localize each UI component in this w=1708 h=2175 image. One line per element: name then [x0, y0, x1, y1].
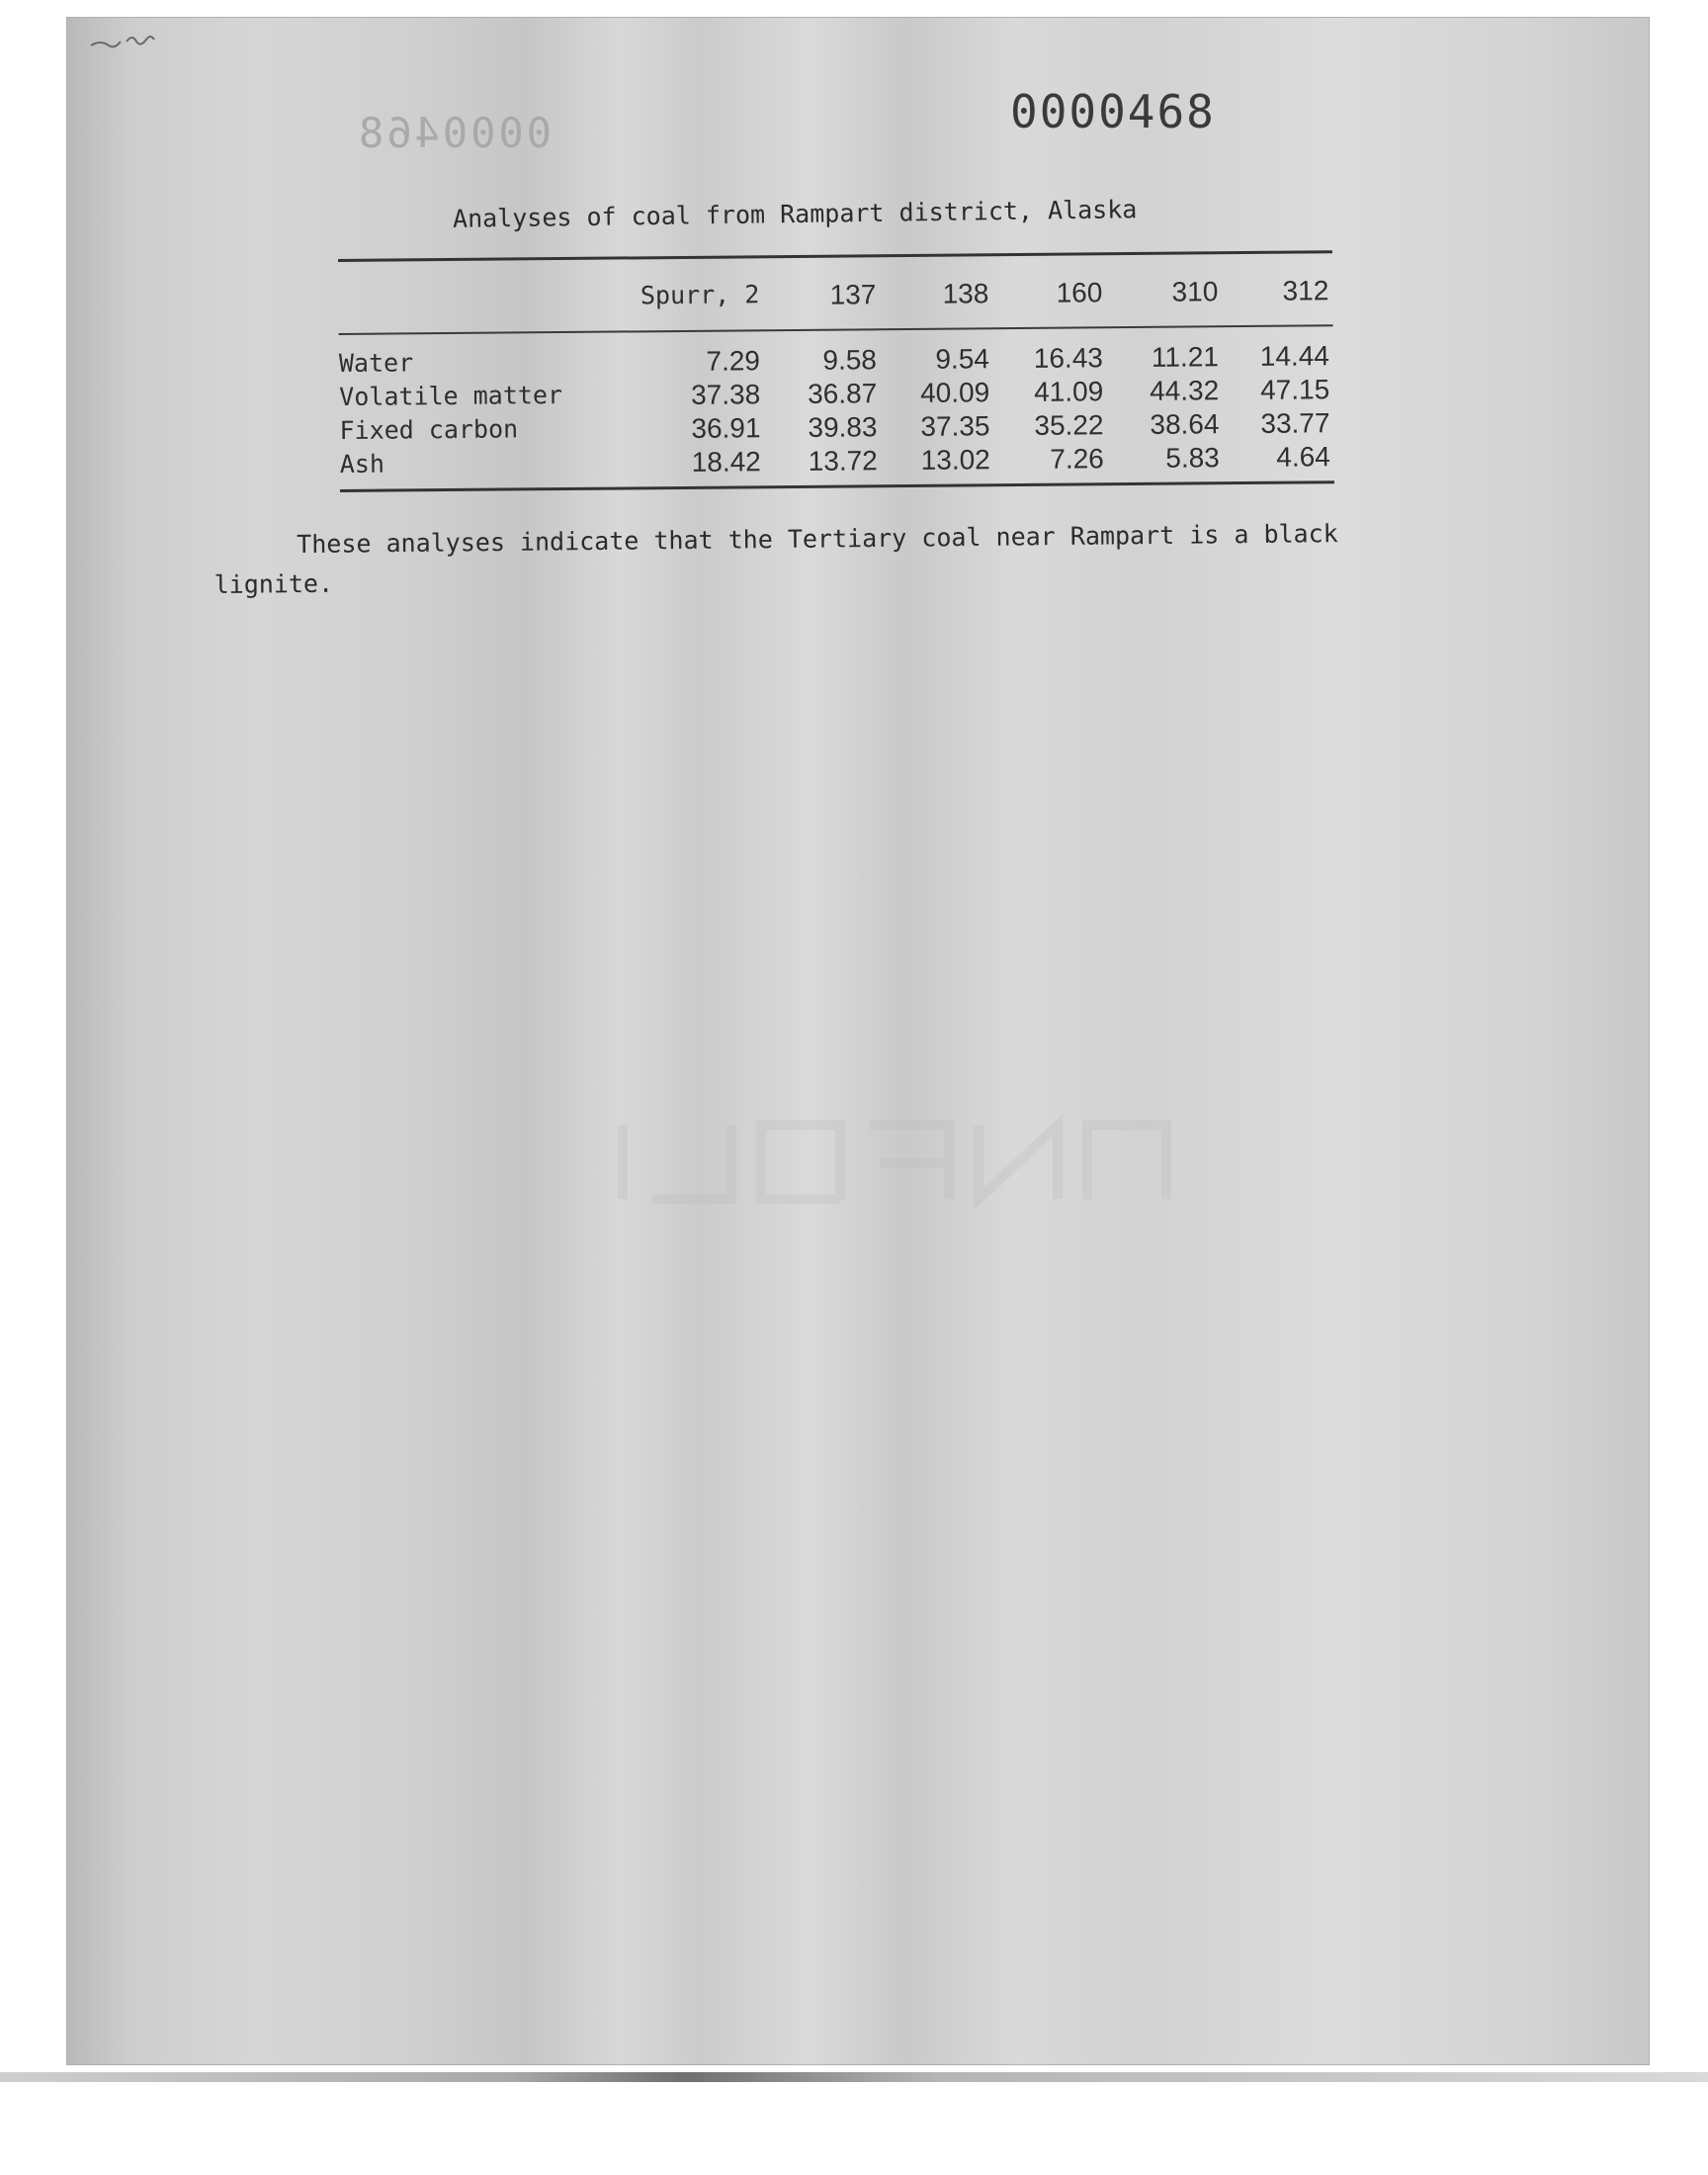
table-cell: 5.83 — [1165, 442, 1220, 474]
row-label: Volatile matter — [339, 381, 563, 411]
coal-analysis-table — [338, 250, 1334, 492]
table-cell: 13.02 — [920, 444, 990, 476]
table-cell: 41.09 — [1033, 376, 1104, 407]
bleedthrough-stamp-mark — [563, 1105, 1176, 1214]
document-title: Analyses of coal from Rampart district, Alaska — [452, 195, 1138, 233]
stamp-number-bleedthrough: 0000468 — [356, 109, 553, 157]
table-cell: 44.32 — [1149, 375, 1220, 406]
column-header: 137 — [829, 279, 877, 310]
table-cell: 9.58 — [822, 344, 878, 376]
table-cell: 33.77 — [1260, 407, 1330, 439]
body-paragraph — [214, 513, 1460, 605]
table-header-row — [338, 253, 1333, 333]
table-cell: 36.91 — [691, 412, 761, 444]
row-label: Ash — [339, 449, 385, 478]
table-body — [339, 326, 1334, 489]
table-cell: 35.22 — [1034, 409, 1104, 441]
table-cell: 37.38 — [690, 379, 761, 410]
table-cell: 14.44 — [1259, 340, 1330, 372]
column-header: Spurr, 2 — [640, 280, 760, 310]
table-cell: 38.64 — [1150, 408, 1220, 440]
table-cell: 39.83 — [808, 411, 878, 443]
row-label: Fixed carbon — [339, 414, 519, 445]
stamp-number: 0000468 — [1010, 85, 1216, 138]
table-cell: 9.54 — [935, 343, 990, 375]
table-cell: 7.26 — [1050, 443, 1104, 475]
table-cell: 16.43 — [1033, 342, 1104, 374]
table-cell: 36.87 — [807, 378, 878, 409]
paragraph-text: These analyses indicate that the Tertiary coal near Rampart is a black lignite. — [214, 519, 1338, 599]
table-cell: 40.09 — [919, 377, 990, 408]
pencil-mark-icon — [87, 22, 196, 61]
table-cell: 18.42 — [691, 446, 761, 478]
column-header: 312 — [1282, 275, 1329, 306]
table-cell: 37.35 — [920, 410, 990, 442]
table-cell: 4.64 — [1276, 441, 1330, 473]
table-cell: 11.21 — [1151, 341, 1220, 373]
column-header: 160 — [1056, 277, 1103, 308]
table-cell: 7.29 — [706, 345, 761, 377]
column-header: 310 — [1171, 276, 1219, 307]
table-cell: 13.72 — [808, 445, 878, 477]
column-header: 138 — [942, 278, 989, 309]
row-label: Water — [338, 348, 414, 378]
table-cell: 47.15 — [1259, 374, 1330, 405]
scan-edge-strip — [0, 2072, 1708, 2082]
